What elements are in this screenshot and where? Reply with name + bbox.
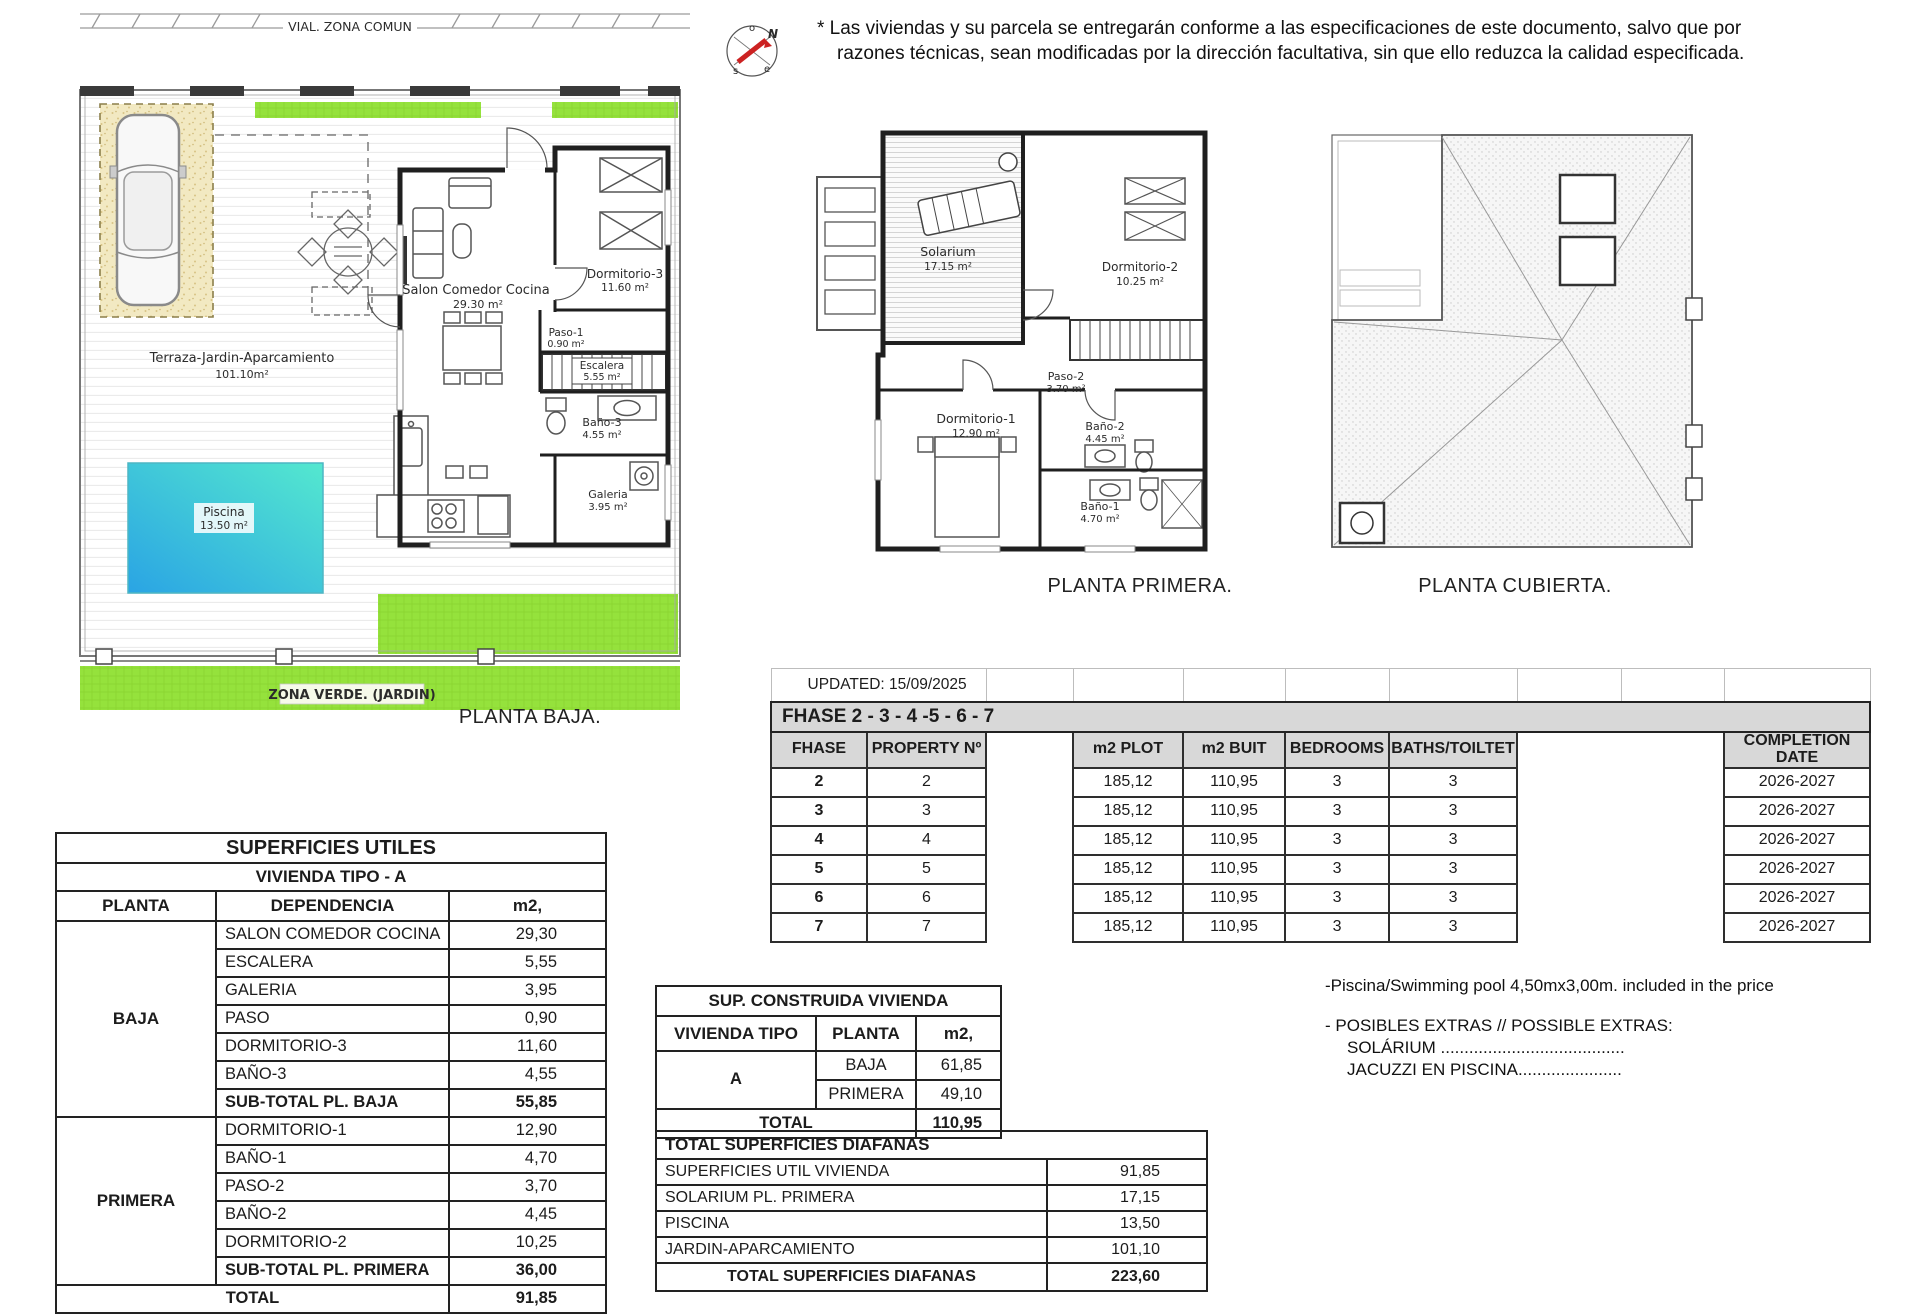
col-header-dependencia: DEPENDENCIA — [216, 891, 449, 921]
cell: PISCINA — [656, 1211, 1047, 1237]
note-extras: - POSIBLES EXTRAS // POSSIBLE EXTRAS: — [1325, 1016, 1673, 1035]
cell: 3,95 — [449, 977, 606, 1005]
room-area-galeria: 3.95 m² — [588, 502, 628, 513]
cell: 185,12 — [1073, 797, 1183, 826]
cell: ESCALERA — [216, 949, 449, 977]
cell: 91,85 — [1047, 1159, 1207, 1185]
cell: 4,55 — [449, 1061, 606, 1089]
room-label-bano2: Baño-2 — [1085, 420, 1125, 433]
total-value: 223,60 — [1047, 1263, 1207, 1291]
cell: 3 — [1389, 826, 1517, 855]
planta-cubierta-plan — [1325, 128, 1710, 558]
cell: 2026-2027 — [1724, 855, 1870, 884]
col-header-planta: PLANTA — [56, 891, 216, 921]
side-table — [999, 153, 1017, 171]
cell: 13,50 — [1047, 1211, 1207, 1237]
cell: 12,90 — [449, 1117, 606, 1145]
cell: 4,70 — [449, 1145, 606, 1173]
cell: 7 — [867, 913, 986, 942]
disclaimer-line1: * Las viviendas y su parcela se entregarán conforme a las especificaciones de este documento, salvo que por — [817, 18, 1742, 39]
pool — [128, 463, 323, 593]
cell: 2026-2027 — [1724, 826, 1870, 855]
disclaimer — [817, 16, 1877, 66]
compass-letter-n: N — [768, 27, 779, 41]
cell: 2026-2027 — [1724, 797, 1870, 826]
room-area-dorm1: 12.90 m² — [952, 428, 1000, 440]
total-label: TOTAL — [656, 1109, 916, 1138]
cell: 185,12 — [1073, 884, 1183, 913]
cell: BAÑO-2 — [216, 1201, 449, 1229]
room-label-bano1: Baño-1 — [1080, 500, 1120, 513]
cell: 3 — [1285, 797, 1389, 826]
cell: 61,85 — [916, 1051, 1001, 1080]
total-label: TOTAL — [56, 1285, 449, 1313]
cell: 3 — [867, 797, 986, 826]
compass-letter-e: e — [764, 64, 771, 75]
cell: 3 — [771, 797, 867, 826]
table-title: TOTAL SUPERFICIES DIAFANAS — [656, 1131, 1207, 1159]
cell: 3 — [1285, 855, 1389, 884]
table-row — [771, 913, 1870, 942]
cell: 5 — [867, 855, 986, 884]
room-label-galeria: Galeria — [588, 488, 628, 501]
col-header-bedrooms: BEDROOMS — [1285, 732, 1389, 768]
table-row — [656, 1051, 1001, 1080]
room-area-paso2: 3.70 m² — [1046, 384, 1086, 395]
planta-baja-title: PLANTA BAJA. — [458, 706, 602, 728]
table-row — [656, 1131, 1207, 1159]
table-row — [656, 1185, 1207, 1211]
cell: 6 — [771, 884, 867, 913]
col-header-m2-buit: m2 BUIT — [1183, 732, 1285, 768]
subtotal-baja-value: 55,85 — [449, 1089, 606, 1117]
total-label: TOTAL SUPERFICIES DIAFANAS — [656, 1263, 1047, 1291]
room-area-bano3: 4.55 m² — [582, 430, 622, 441]
cell: 185,12 — [1073, 855, 1183, 884]
table-title: SUPERFICIES UTILES — [56, 833, 606, 863]
pergola — [817, 177, 883, 330]
cell: BAÑO-1 — [216, 1145, 449, 1173]
pool-area: 13.50 m² — [200, 520, 248, 532]
updated-date: UPDATED: 15/09/2025 — [771, 669, 986, 703]
col-header-fhase: FHASE — [771, 732, 867, 768]
fhase-table — [770, 668, 1871, 943]
cell: 11,60 — [449, 1033, 606, 1061]
cell: 185,12 — [1073, 826, 1183, 855]
table-row — [656, 1263, 1207, 1291]
table-row — [771, 855, 1870, 884]
col-header-baths: BATHS/TOILTET — [1389, 732, 1517, 768]
cell: 2 — [867, 768, 986, 797]
cell: 110,95 — [1183, 797, 1285, 826]
car-icon — [110, 115, 186, 305]
col-header-property: PROPERTY Nº — [867, 732, 986, 768]
cell: 110,95 — [1183, 884, 1285, 913]
planta-primera-plan — [810, 110, 1215, 558]
cell: 2026-2027 — [1724, 913, 1870, 942]
cell: 3 — [1389, 913, 1517, 942]
cell: DORMITORIO-1 — [216, 1117, 449, 1145]
cell: DORMITORIO-3 — [216, 1033, 449, 1061]
cell: 101,10 — [1047, 1237, 1207, 1263]
room-label-paso2: Paso-2 — [1047, 370, 1085, 383]
parking-area — [100, 104, 213, 317]
table-row — [56, 891, 606, 921]
cell: 10,25 — [449, 1229, 606, 1257]
cell: BAJA — [816, 1051, 916, 1080]
cell: 2026-2027 — [1724, 768, 1870, 797]
diafanas-table — [655, 1130, 1208, 1292]
notes-block — [1325, 975, 1885, 1081]
cell: 7 — [771, 913, 867, 942]
cell: 29,30 — [449, 921, 606, 949]
cell: 110,95 — [1183, 855, 1285, 884]
table-row — [771, 884, 1870, 913]
total-value: 110,95 — [916, 1109, 1001, 1138]
table-row — [771, 669, 1870, 703]
subtotal-primera-label: SUB-TOTAL PL. PRIMERA — [216, 1257, 449, 1285]
room-area-dorm3: 11.60 m² — [601, 282, 649, 294]
room-label-escalera: Escalera — [579, 360, 625, 372]
cell: BAÑO-3 — [216, 1061, 449, 1089]
cell: 17,15 — [1047, 1185, 1207, 1211]
cell: 49,10 — [916, 1080, 1001, 1109]
room-label-dorm2: Dormitorio-2 — [1101, 260, 1179, 274]
table-row — [771, 826, 1870, 855]
pool-label: Piscina — [203, 505, 245, 519]
sup-construida-table — [655, 985, 1002, 1139]
cell: 2026-2027 — [1724, 884, 1870, 913]
col-header-completion: COMPLETION DATE — [1724, 732, 1870, 768]
cell: PASO — [216, 1005, 449, 1033]
note-jacuzzi: JACUZZI EN PISCINA...................... — [1347, 1060, 1622, 1079]
cell: 3 — [1389, 855, 1517, 884]
table-row — [656, 1211, 1207, 1237]
cell: JARDIN-APARCAMIENTO — [656, 1237, 1047, 1263]
cell: 0,90 — [449, 1005, 606, 1033]
table-row — [56, 1285, 606, 1313]
cell: 3 — [1389, 768, 1517, 797]
col-header-m2: m2, — [916, 1016, 1001, 1051]
room-area-bano1: 4.70 m² — [1080, 514, 1120, 525]
terraza-label: Terraza-Jardin-Aparcamiento — [149, 351, 335, 366]
room-label-dorm3: Dormitorio-3 — [586, 267, 664, 281]
table-row — [56, 863, 606, 891]
cell: 3 — [1285, 826, 1389, 855]
cell: PRIMERA — [816, 1080, 916, 1109]
vivienda-tipo: A — [656, 1051, 816, 1109]
note-pool: -Piscina/Swimming pool 4,50mx3,00m. included in the price — [1325, 976, 1774, 995]
cell: 185,12 — [1073, 768, 1183, 797]
room-label-bano3: Baño-3 — [582, 416, 622, 429]
room-area-salon: 29.30 m² — [452, 298, 504, 311]
room-area-paso1: 0.90 m² — [547, 339, 585, 350]
cell: PASO-2 — [216, 1173, 449, 1201]
table-row — [656, 1159, 1207, 1185]
cell: 185,12 — [1073, 913, 1183, 942]
room-label-salon: Salon Comedor Cocina — [402, 283, 550, 298]
cell: 3 — [1389, 884, 1517, 913]
table-title: SUP. CONSTRUIDA VIVIENDA — [656, 986, 1001, 1016]
house-ground-floor — [368, 128, 671, 548]
cell: 4 — [867, 826, 986, 855]
cell: 3 — [1285, 884, 1389, 913]
cell: 5,55 — [449, 949, 606, 977]
subtotal-baja-label: SUB-TOTAL PL. BAJA — [216, 1089, 449, 1117]
room-label-solarium: Solarium — [920, 244, 976, 259]
room-label-paso1: Paso-1 — [548, 327, 584, 339]
table-row — [56, 921, 606, 949]
cell: 4,45 — [449, 1201, 606, 1229]
table-row — [656, 986, 1001, 1016]
cell: 3 — [1389, 797, 1517, 826]
planta-primera-group: PRIMERA — [56, 1117, 216, 1285]
table-row — [771, 797, 1870, 826]
room-label-dorm1: Dormitorio-1 — [936, 411, 1016, 426]
cell: 3 — [1285, 768, 1389, 797]
room-area-escalera: 5.55 m² — [583, 372, 621, 383]
compass-letter-s: s — [733, 66, 739, 77]
room-area-bano2: 4.45 m² — [1085, 434, 1125, 445]
street-label: VIAL. ZONA COMUN — [288, 19, 412, 34]
subtotal-primera-value: 36,00 — [449, 1257, 606, 1285]
cell: 110,95 — [1183, 913, 1285, 942]
planta-baja-group: BAJA — [56, 921, 216, 1117]
cell: 5 — [771, 855, 867, 884]
cell: SUPERFICIES UTIL VIVIENDA — [656, 1159, 1047, 1185]
col-header-m2: m2, — [449, 891, 606, 921]
total-value: 91,85 — [449, 1285, 606, 1313]
note-solarium: SOLÁRIUM ....................................... — [1347, 1038, 1625, 1057]
planta-baja-plan — [40, 8, 690, 714]
cell: 3,70 — [449, 1173, 606, 1201]
cell: DORMITORIO-2 — [216, 1229, 449, 1257]
cell: 3 — [1285, 913, 1389, 942]
table-row — [56, 833, 606, 863]
cell: GALERIA — [216, 977, 449, 1005]
cell: 2 — [771, 768, 867, 797]
zona-verde-label: ZONA VERDE. (JARDIN) — [268, 688, 436, 703]
cell: SALON COMEDOR COCINA — [216, 921, 449, 949]
col-header-tipo: VIVIENDA TIPO — [656, 1016, 816, 1051]
cell: 110,95 — [1183, 826, 1285, 855]
planta-primera-title: PLANTA PRIMERA. — [1047, 575, 1233, 597]
col-header-planta: PLANTA — [816, 1016, 916, 1051]
superficies-utiles-table — [55, 832, 607, 1314]
room-area-dorm2: 10.25 m² — [1116, 276, 1164, 288]
room-area-solarium: 17.15 m² — [924, 261, 972, 273]
compass-letter-top: o — [749, 23, 756, 34]
fhase-banner: FHASE 2 - 3 - 4 -5 - 6 - 7 — [771, 702, 1870, 732]
disclaimer-line2: razones técnicas, sean modificadas por la dirección facultativa, sin que ello reduzca la calidad especificada. — [837, 43, 1745, 64]
table-row — [656, 1016, 1001, 1051]
table-row — [771, 768, 1870, 797]
cell: SOLARIUM PL. PRIMERA — [656, 1185, 1047, 1211]
compass-icon — [722, 18, 784, 84]
table-row — [656, 1237, 1207, 1263]
cell: 110,95 — [1183, 768, 1285, 797]
table-row — [771, 732, 1870, 768]
cell: 4 — [771, 826, 867, 855]
table-row — [771, 702, 1870, 732]
table-subtitle: VIVIENDA TIPO - A — [56, 863, 606, 891]
terraza-area: 101.10m² — [215, 368, 269, 381]
table-row — [56, 1117, 606, 1145]
planta-cubierta-title: PLANTA CUBIERTA. — [1418, 575, 1612, 597]
cell: 6 — [867, 884, 986, 913]
col-header-m2-plot: m2 PLOT — [1073, 732, 1183, 768]
